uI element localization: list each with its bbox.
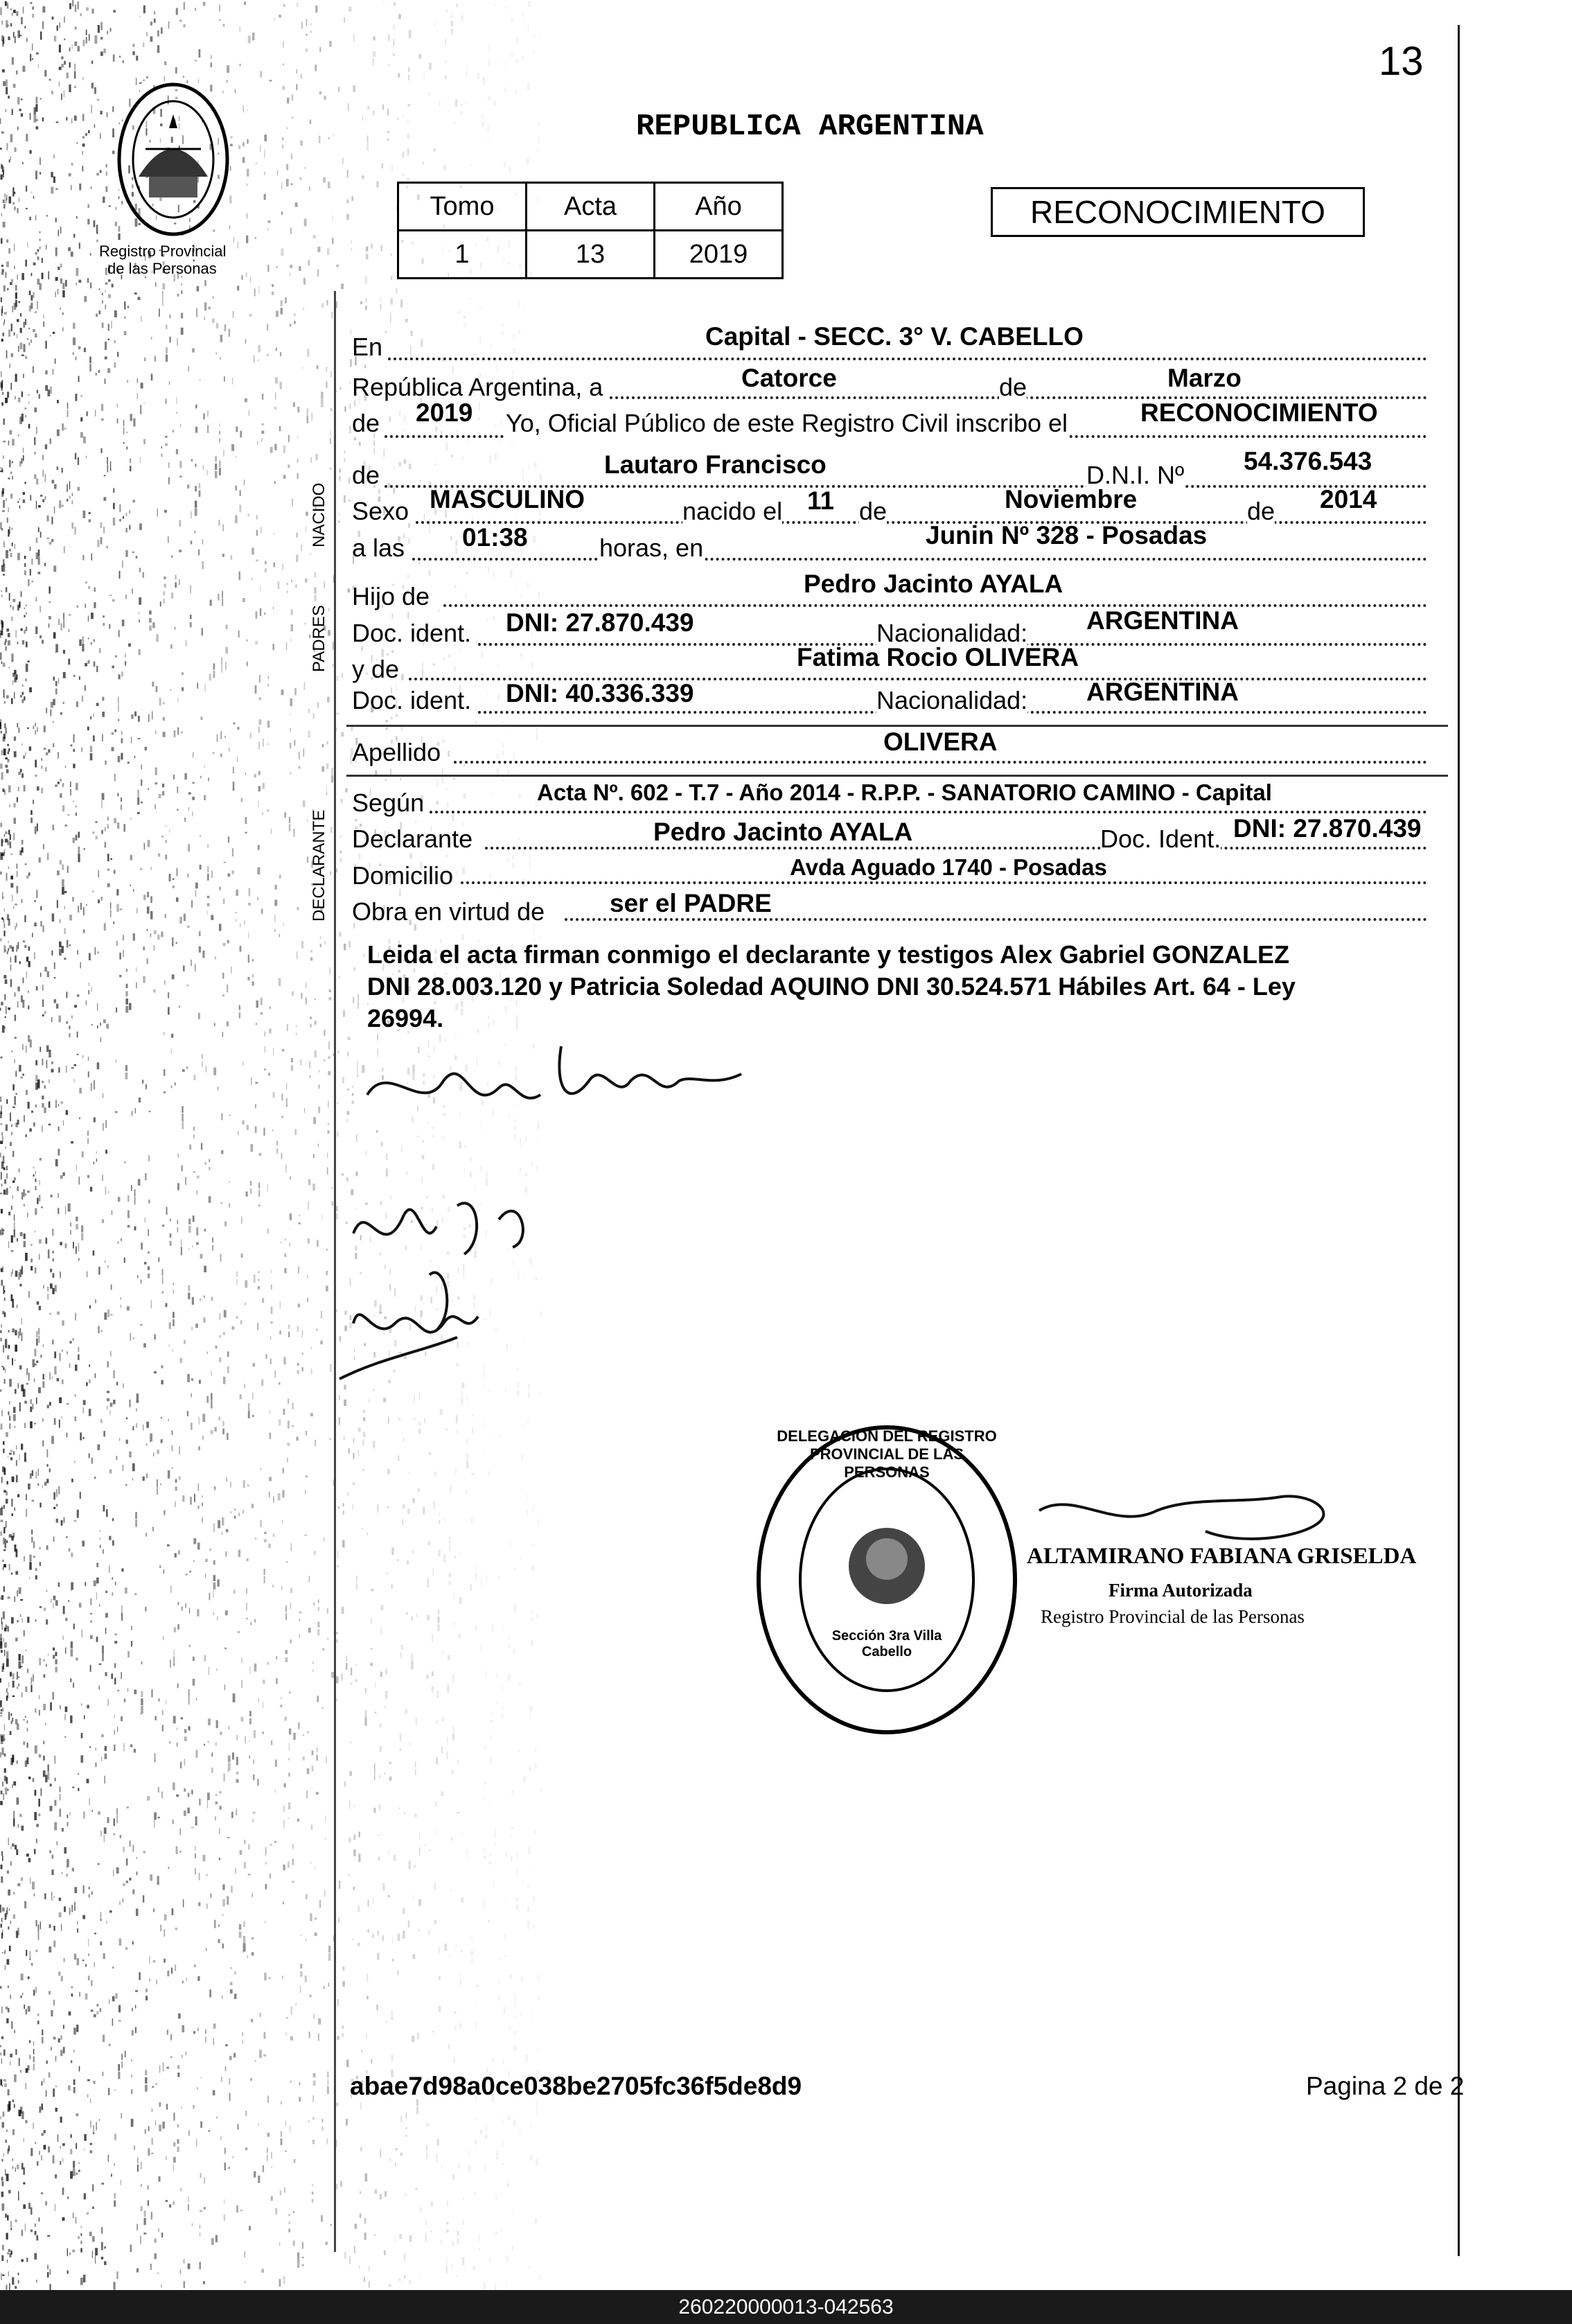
field-madre-nac: ARGENTINA	[1086, 678, 1239, 706]
label-de: de	[999, 373, 1027, 401]
side-label-padres: PADRES	[310, 605, 328, 672]
label-y-de: y de	[352, 655, 400, 683]
field-padre-doc: DNI: 27.870.439	[506, 608, 694, 637]
stamp-inner-text: Sección 3ra Villa Cabello	[831, 1628, 942, 1660]
book-value-anio: 2019	[655, 231, 783, 279]
section-rule	[346, 725, 1448, 727]
label-de4: de	[859, 497, 887, 525]
field-dni: 54.376.543	[1244, 447, 1372, 475]
label-hijo-de: Hijo de	[352, 582, 430, 610]
label-doc-ident-2: Doc. ident.	[352, 686, 472, 714]
right-margin-rule	[1458, 25, 1460, 2256]
field-nombre: Lautaro Francisco	[604, 450, 827, 479]
label-domicilio: Domicilio	[352, 861, 454, 890]
label-horas-en: horas, en	[599, 534, 704, 562]
label-doc-ident: Doc. ident.	[352, 619, 472, 647]
field-madre-doc: DNI: 40.336.339	[506, 679, 694, 707]
seal-caption-1: Registro Provincial	[99, 243, 227, 260]
label-a-las: a las	[352, 534, 405, 562]
label-republica: República Argentina, a	[352, 373, 603, 401]
record-type-box	[991, 187, 1365, 237]
field-mes: Marzo	[1167, 364, 1242, 392]
field-hora: 01:38	[462, 523, 528, 552]
side-label-declarante: DECLARANTE	[310, 809, 328, 922]
label-yo-oficial: Yo, Oficial Público de este Registro Civil inscribo el	[506, 409, 1068, 437]
label-declarante: Declarante	[352, 825, 473, 853]
field-nac-anio: 2014	[1320, 485, 1377, 513]
book-value-tomo: 1	[398, 231, 527, 279]
footer-code: 260220000013-042563	[678, 2296, 894, 2318]
field-padre-nac: ARGENTINA	[1086, 606, 1239, 635]
footer-bar	[0, 2290, 1572, 2324]
field-acto: RECONOCIMIENTO	[1140, 398, 1378, 427]
label-obra: Obra en virtud de	[352, 897, 545, 926]
document-hash: abae7d98a0ce038be2705fc36f5de8d9	[350, 2072, 802, 2100]
dots	[430, 811, 1427, 813]
label-apellido: Apellido	[352, 738, 441, 766]
book-table	[397, 182, 784, 279]
dots	[461, 881, 1427, 884]
seal-emblem-icon	[111, 80, 236, 239]
dots	[485, 847, 1427, 850]
field-lugar: Capital - SECC. 3° V. CABELLO	[705, 322, 1084, 351]
book-header-tomo: Tomo	[398, 183, 527, 231]
label-de5: de	[1247, 497, 1275, 525]
field-madre: Fatima Rocio OLIVERA	[797, 643, 1079, 671]
label-nacionalidad-2: Nacionalidad:	[876, 686, 1028, 714]
field-nac-mes: Noviembre	[1005, 485, 1138, 513]
field-declarante: Pedro Jacinto AYALA	[653, 818, 913, 846]
field-declarante-doc: DNI: 27.870.439	[1233, 814, 1422, 843]
dots	[412, 558, 1427, 561]
book-header-acta: Acta	[527, 183, 655, 231]
section-rule	[346, 775, 1448, 777]
label-en: En	[352, 333, 383, 361]
authority-role: Firma Autorizada	[1109, 1580, 1253, 1601]
dots	[416, 521, 1427, 524]
field-obra: ser el PADRE	[610, 889, 772, 917]
field-domicilio: Avda Aguado 1740 - Posadas	[790, 854, 1107, 880]
registry-stamp	[748, 1420, 1025, 1739]
field-apellido: OLIVERA	[883, 728, 998, 756]
record-type-label: RECONOCIMIENTO	[1030, 194, 1325, 230]
statement-line-3: 26994.	[367, 1004, 444, 1032]
book-header-anio: Año	[655, 183, 783, 231]
page-of: Pagina 2 de 2	[1306, 2072, 1465, 2100]
field-lugar-nac: Junin Nº 328 - Posadas	[926, 521, 1208, 549]
field-anio: 2019	[416, 398, 473, 427]
authority-office: Registro Provincial de las Personas	[1041, 1606, 1305, 1627]
province-seal	[111, 80, 236, 239]
label-segun: Según	[352, 789, 425, 817]
seal-caption-2: de las Personas	[107, 260, 217, 277]
page-number: 13	[1379, 39, 1424, 84]
country-heading: REPUBLICA ARGENTINA	[636, 109, 984, 144]
field-sexo: MASCULINO	[430, 485, 585, 513]
witness-signatures	[326, 1032, 811, 1420]
label-de3: de	[352, 461, 380, 489]
field-nac-dia: 11	[807, 486, 835, 515]
field-segun: Acta Nº. 602 - T.7 - Año 2014 - R.P.P. - SANATORIO CAMINO - Capital	[537, 780, 1272, 805]
label-nacionalidad: Nacionalidad:	[876, 619, 1028, 647]
authority-name: ALTAMIRANO FABIANA GRISELDA	[1027, 1544, 1417, 1569]
stamp-ring-text: DELEGACION DEL REGISTRO PROVINCIAL DE LAS PERSONAS	[777, 1427, 997, 1481]
label-doc-ident-3: Doc. Ident.	[1100, 825, 1221, 853]
dots	[454, 761, 1427, 764]
statement-line-1: Leida el acta firman conmigo el declarante y testigos Alex Gabriel GONZALEZ	[367, 940, 1290, 969]
dots	[388, 358, 1427, 360]
label-de2: de	[352, 409, 380, 437]
label-nacido-el: nacido el	[682, 497, 783, 525]
book-value-acta: 13	[527, 231, 655, 279]
label-sexo: Sexo	[352, 497, 409, 525]
field-dia: Catorce	[741, 364, 837, 392]
dots	[565, 918, 1427, 921]
field-padre: Pedro Jacinto AYALA	[804, 570, 1063, 598]
statement-line-2: DNI 28.003.120 y Patricia Soledad AQUINO DNI 30.524.571 Hábiles Art. 64 - Ley	[367, 972, 1296, 1001]
side-label-nacido: NACIDO	[310, 482, 328, 547]
dots	[443, 604, 1427, 607]
label-dni: D.N.I. Nº	[1086, 461, 1185, 489]
